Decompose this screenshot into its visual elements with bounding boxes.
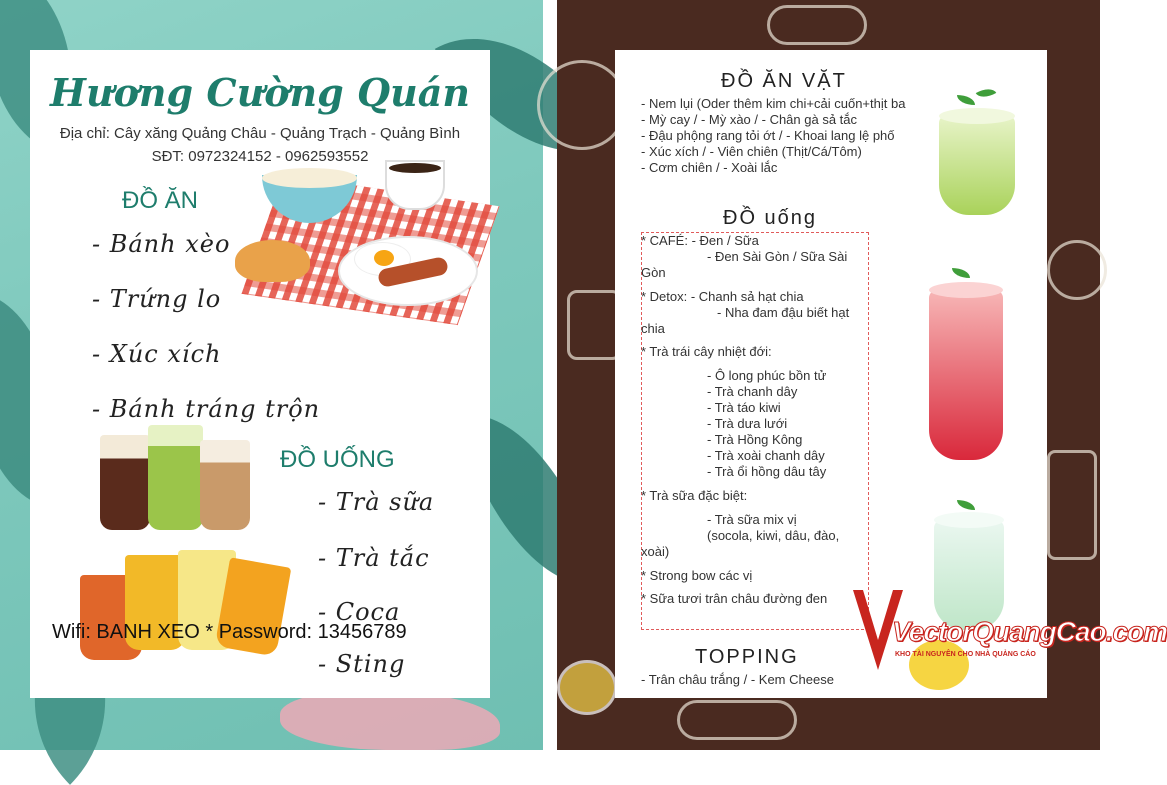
food-item: - Trứng lo [92, 285, 222, 313]
bowl-cream-image [262, 168, 357, 188]
watermark-subtext: KHO TÀI NGUYÊN CHO NHÀ QUẢNG CÁO [895, 651, 1036, 658]
left-flyer [0, 0, 543, 750]
pot-doodle [677, 700, 797, 740]
pink-splash [280, 690, 500, 750]
drink-line: xoài) [641, 544, 670, 559]
caramel-tea-cup-image [200, 440, 250, 530]
phone-text: SĐT: 0972324152 - 0962593552 [151, 148, 369, 165]
drink-line: * Detox: - Chanh sả hạt chia [641, 289, 804, 304]
snack-line: - Mỳ cay / - Mỳ xào / - Chân gà sả tắc [641, 112, 858, 127]
drink-line: * Strong bow các vị [641, 568, 753, 583]
drink-line: - Trà chanh dây [707, 384, 798, 399]
food-item: - Xúc xích [92, 340, 222, 368]
drink-line: - Trà táo kiwi [707, 400, 781, 415]
snack-line: - Cơm chiên / - Xoài lắc [641, 160, 778, 175]
food-item: - Bánh xèo [92, 230, 231, 258]
glass-body [939, 115, 1015, 215]
croissant-image [235, 240, 310, 282]
topping-heading: TOPPING [695, 646, 799, 668]
drink-heading: ĐỒ UỐNG [280, 446, 395, 473]
snack-line: - Đậu phộng rang tỏi ớt / - Khoai lang lệ phố [641, 128, 895, 143]
drink-heading: ĐỒ uống [723, 207, 818, 229]
coffee-image [389, 163, 441, 173]
drink-line: - Trà dưa lưới [707, 416, 788, 431]
glass-body [929, 290, 1003, 460]
glass-rim [939, 108, 1015, 124]
address-text: Địa chỉ: Cây xăng Quảng Châu - Quảng Trạch - Quảng Bình [59, 125, 461, 142]
plate-doodle [1047, 240, 1107, 300]
glass-rim [929, 282, 1003, 298]
snack-line: - Nem lụi (Oder thêm kim chi+cải cuốn+thịt ba [641, 96, 906, 111]
drink-line: - Trà sữa mix vị [707, 512, 797, 527]
drink-line: * CAFÉ: - Đen / Sữa [641, 233, 759, 248]
plate-doodle [567, 290, 622, 360]
drink-item: - Trà tắc [318, 544, 430, 572]
glass-rim [934, 512, 1004, 528]
drink-line: chia [641, 321, 665, 336]
drink-line: (socola, kiwi, dâu, đào, [707, 528, 840, 543]
drink-line: * Sữa tươi trân châu đường đen [641, 591, 828, 606]
plate-doodle [537, 60, 627, 150]
egg-yolk-image [374, 250, 394, 266]
food-heading: ĐỒ ĂN [122, 187, 199, 214]
snack-heading: ĐỒ ĂN VẶT [721, 70, 847, 92]
drink-line: - Đen Sài Gòn / Sữa Sài [707, 249, 848, 264]
drink-line: - Trà Hồng Kông [707, 432, 803, 447]
milk-tea-cup-image [100, 435, 150, 530]
drink-line: - Nha đam đậu biết hạt [717, 305, 850, 320]
drink-line: * Trà sữa đặc biệt: [641, 488, 748, 503]
drink-line: * Trà trái cây nhiệt đới: [641, 344, 772, 359]
egg-doodle [557, 660, 617, 715]
drink-line: - Ô long phúc bồn tử [707, 368, 827, 383]
watermark-text: VectorQuangCao.com [892, 616, 1167, 647]
drink-item: - Coca [318, 598, 401, 626]
brand-name: Hương Cường Quán [50, 70, 470, 115]
pot-doodle [767, 5, 867, 45]
wifi-info: Wifi: BANH XEO * Password: 13456789 [52, 621, 407, 643]
drink-line: - Trà xoài chanh dây [707, 448, 825, 463]
matcha-cup-image [148, 425, 203, 530]
drink-item: - Sting [318, 650, 406, 678]
drink-item: - Trà sữa [318, 488, 435, 516]
utensil-doodle [1047, 450, 1097, 560]
snack-line: - Xúc xích / - Viên chiên (Thịt/Cá/Tôm) [641, 144, 862, 159]
drink-line: Gòn [641, 265, 666, 280]
drink-line: - Trà ổi hồng dâu tây [707, 464, 827, 479]
food-item: - Bánh tráng trộn [92, 395, 321, 423]
topping-line: - Trân châu trắng / - Kem Cheese [641, 672, 834, 687]
